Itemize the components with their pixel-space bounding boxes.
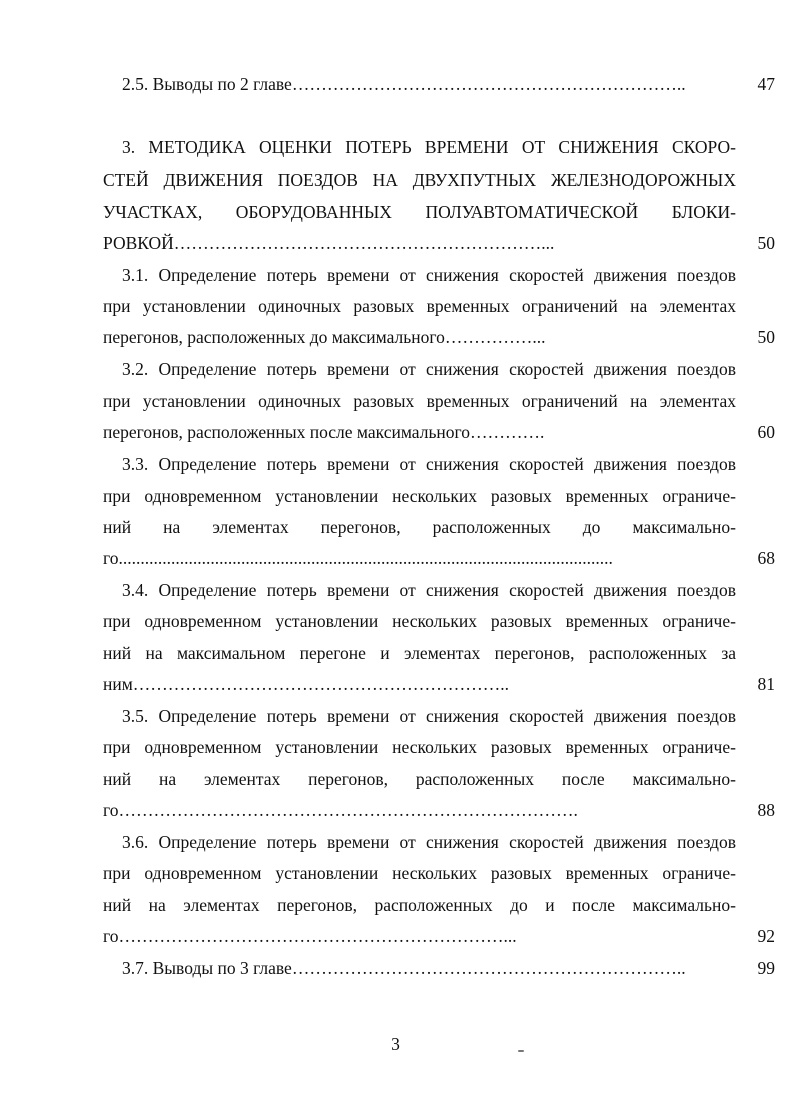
toc-word: Определение: [158, 265, 257, 285]
toc-chapter-line: [103, 200, 736, 224]
toc-word: 3.: [122, 137, 136, 157]
scan-artifact: [518, 1050, 524, 1052]
toc-word: ПОТЕРЬ: [345, 137, 412, 157]
toc-word: Определение: [158, 580, 257, 600]
toc-entry-line: [122, 357, 736, 381]
toc-word: установлении: [142, 296, 246, 316]
toc-word: движения: [593, 454, 667, 474]
toc-word: ПОЛУАВТОМАТИЧЕСКОЙ: [425, 202, 639, 222]
toc-chapter-line: [122, 135, 736, 159]
toc-word: НА: [372, 170, 398, 190]
toc-word: одновременном: [144, 863, 262, 883]
toc-word: ДВУХПУТНЫХ: [412, 170, 537, 190]
toc-word: разовых: [490, 863, 552, 883]
toc-word: скоростей: [509, 359, 584, 379]
toc-word: ограниче-: [662, 737, 736, 757]
toc-word: времени: [326, 265, 390, 285]
toc-word: ний: [103, 895, 132, 915]
toc-entry-line: [103, 641, 736, 665]
toc-entry-2-5[interactable]: [0, 72, 791, 96]
toc-word: МЕТОДИКА: [148, 137, 246, 157]
toc-word: на: [630, 391, 648, 411]
toc-word: снижения: [425, 706, 499, 726]
toc-word: элементах: [659, 296, 736, 316]
toc-word: ний: [103, 643, 132, 663]
toc-word: разовых: [490, 486, 552, 506]
toc-word: ОТ: [521, 137, 546, 157]
toc-word: движения: [593, 832, 667, 852]
toc-entry-line: [122, 452, 736, 476]
toc-word: ДВИЖЕНИЯ: [163, 170, 264, 190]
toc-word: движения: [593, 706, 667, 726]
toc-page-number: 47: [757, 74, 775, 94]
toc-entry-line: перегонов, расположенных после максимального………….: [103, 422, 545, 442]
toc-word: потерь: [266, 265, 317, 285]
toc-word: 3.2.: [122, 359, 149, 379]
toc-chapter-line: РОВКОЙ………………………………………………………...: [103, 233, 555, 253]
toc-word: движения: [593, 580, 667, 600]
toc-word: Определение: [158, 454, 257, 474]
toc-word: поездов: [677, 265, 736, 285]
toc-entry-line: [122, 578, 736, 602]
toc-word: при: [103, 611, 131, 631]
toc-word: ЖЕЛЕЗНОДОРОЖНЫХ: [550, 170, 736, 190]
toc-word: от: [399, 359, 416, 379]
toc-word: максимально-: [632, 895, 736, 915]
toc-word: времени: [326, 706, 390, 726]
toc-entry-line: [103, 484, 736, 508]
toc-word: снижения: [425, 265, 499, 285]
toc-word: от: [399, 706, 416, 726]
toc-word: нескольких: [392, 863, 477, 883]
toc-word: разовых: [353, 391, 415, 411]
toc-word: ограничений: [521, 296, 618, 316]
toc-word: потерь: [266, 580, 317, 600]
toc-word: 3.1.: [122, 265, 149, 285]
toc-word: ПОЕЗДОВ: [277, 170, 358, 190]
toc-word: временных: [565, 486, 649, 506]
toc-word: снижения: [425, 454, 499, 474]
toc-entry-line: го.................................................................................................................: [103, 548, 613, 568]
toc-word: после: [561, 769, 605, 789]
toc-word: скоростей: [509, 454, 584, 474]
toc-word: при: [103, 486, 131, 506]
toc-word: снижения: [425, 580, 499, 600]
toc-word: за: [721, 643, 736, 663]
toc-page-number: 99: [757, 958, 775, 978]
toc-word: Определение: [158, 706, 257, 726]
toc-word: времени: [326, 580, 390, 600]
toc-word: скоростей: [509, 580, 584, 600]
toc-word: одновременном: [144, 737, 262, 757]
toc-word: ОБОРУДОВАННЫХ: [235, 202, 392, 222]
toc-page-number: 92: [757, 926, 775, 946]
toc-entry-line: го…………………………………………………………...: [103, 926, 517, 946]
toc-word: ОЦЕНКИ: [259, 137, 332, 157]
toc-entry-line: го…………………………………………………………………….: [103, 800, 578, 820]
toc-word: СНИЖЕНИЯ: [558, 137, 659, 157]
toc-word: Определение: [158, 832, 257, 852]
toc-word: 3.4.: [122, 580, 149, 600]
toc-word: максимально-: [632, 769, 736, 789]
toc-word: временных: [565, 737, 649, 757]
toc-word: максимально-: [632, 517, 736, 537]
toc-word: временных: [565, 611, 649, 631]
toc-word: ограничений: [521, 391, 618, 411]
toc-chapter-line: [103, 168, 736, 192]
toc-word: времени: [326, 359, 390, 379]
toc-word: потерь: [266, 706, 317, 726]
toc-word: от: [399, 265, 416, 285]
toc-word: нескольких: [392, 486, 477, 506]
toc-word: скоростей: [509, 706, 584, 726]
toc-word: 3.6.: [122, 832, 149, 852]
toc-word: установлении: [275, 737, 379, 757]
toc-word: ограниче-: [662, 611, 736, 631]
toc-word: СКОРО-: [671, 137, 736, 157]
toc-word: ограниче-: [662, 863, 736, 883]
toc-entry-line: [122, 263, 736, 287]
toc-word: поездов: [677, 706, 736, 726]
toc-word: движения: [593, 359, 667, 379]
toc-page-number: 50: [757, 327, 775, 347]
toc-word: БЛОКИ-: [671, 202, 736, 222]
toc-entry-line: [103, 893, 736, 917]
toc-word: потерь: [266, 832, 317, 852]
toc-entry-line: [103, 767, 736, 791]
toc-word: одиночных: [258, 296, 342, 316]
toc-word: поездов: [677, 832, 736, 852]
toc-word: Определение: [158, 359, 257, 379]
toc-word: потерь: [266, 359, 317, 379]
toc-word: ограниче-: [662, 486, 736, 506]
toc-word: на: [163, 517, 181, 537]
toc-word: ний: [103, 769, 132, 789]
toc-word: временных: [426, 391, 510, 411]
toc-entry-line: [103, 609, 736, 633]
toc-word: перегонов,: [320, 517, 401, 537]
toc-word: разовых: [490, 611, 552, 631]
toc-word: на: [145, 643, 163, 663]
toc-word: элементах: [203, 769, 281, 789]
toc-word: поездов: [677, 580, 736, 600]
toc-word: элементах: [183, 895, 260, 915]
toc-word: 3.5.: [122, 706, 149, 726]
toc-entry-line: [103, 735, 736, 759]
toc-word: движения: [593, 265, 667, 285]
toc-word: нескольких: [392, 611, 477, 631]
page-number: 3: [391, 1034, 400, 1054]
toc-word: потерь: [266, 454, 317, 474]
toc-word: и: [545, 895, 555, 915]
toc-word: скоростей: [509, 832, 584, 852]
toc-word: 3.3.: [122, 454, 149, 474]
toc-entry-line: [103, 294, 736, 318]
toc-word: снижения: [425, 832, 499, 852]
toc-word: установлении: [275, 486, 379, 506]
toc-word: при: [103, 296, 131, 316]
toc-word: скоростей: [509, 265, 584, 285]
toc-word: расположенных: [432, 517, 551, 537]
toc-word: на: [158, 769, 177, 789]
toc-word: от: [399, 454, 416, 474]
toc-word: при: [103, 391, 131, 411]
toc-word: перегоне: [299, 643, 366, 663]
toc-word: при: [103, 863, 131, 883]
toc-word: от: [399, 832, 416, 852]
toc-entry-line: ним………………………………………………………..: [103, 674, 510, 694]
toc-word: расположенных: [415, 769, 534, 789]
toc-word: и: [380, 643, 390, 663]
toc-word: УЧАСТКАХ,: [103, 202, 203, 222]
toc-page-number: 60: [757, 422, 775, 442]
toc-entry-line: перегонов, расположенных до максимального……………...: [103, 327, 546, 347]
toc-page-number: 50: [757, 233, 775, 253]
toc-page-number: 81: [757, 674, 775, 694]
toc-word: элементах: [212, 517, 289, 537]
toc-word: перегонов,: [277, 895, 357, 915]
toc-word: установлении: [275, 611, 379, 631]
toc-word: элементах: [659, 391, 736, 411]
toc-word: одновременном: [144, 611, 262, 631]
toc-word: поездов: [677, 454, 736, 474]
toc-word: поездов: [677, 359, 736, 379]
toc-word: от: [399, 580, 416, 600]
toc-word: установлении: [275, 863, 379, 883]
toc-word: временных: [565, 863, 649, 883]
toc-page-number: 68: [757, 548, 775, 568]
toc-word: до: [582, 517, 601, 537]
toc-word: нескольких: [392, 737, 477, 757]
toc-word: элементах: [404, 643, 481, 663]
toc-entry-line: [122, 704, 736, 728]
toc-entry-line: [122, 830, 736, 854]
toc-word: перегонов,: [494, 643, 575, 663]
toc-word: расположенных: [374, 895, 493, 915]
toc-word: одиночных: [258, 391, 342, 411]
toc-word: временных: [426, 296, 510, 316]
toc-entry-title: 2.5. Выводы по 2 главе…………………………………………………………..: [122, 74, 686, 94]
toc-word: времени: [326, 454, 390, 474]
toc-word: разовых: [353, 296, 415, 316]
toc-word: снижения: [425, 359, 499, 379]
toc-word: после: [572, 895, 615, 915]
toc-word: СТЕЙ: [103, 170, 149, 190]
toc-entry-title: 3.7. Выводы по 3 главе…………………………………………………………..: [122, 958, 686, 978]
toc-word: ний: [103, 517, 132, 537]
toc-word: разовых: [490, 737, 552, 757]
toc-page-number: 88: [757, 800, 775, 820]
toc-word: установлении: [142, 391, 246, 411]
toc-word: ВРЕМЕНИ: [424, 137, 509, 157]
toc-word: перегонов,: [308, 769, 389, 789]
toc-word: расположенных: [588, 643, 707, 663]
toc-word: времени: [326, 832, 390, 852]
toc-word: при: [103, 737, 131, 757]
toc-entry-3-7[interactable]: [0, 956, 791, 980]
toc-word: максимальном: [176, 643, 286, 663]
toc-entry-line: [103, 389, 736, 413]
toc-word: на: [630, 296, 648, 316]
toc-entry-line: [103, 861, 736, 885]
toc-entry-line: [103, 515, 736, 539]
toc-word: на: [148, 895, 166, 915]
toc-word: до: [510, 895, 528, 915]
toc-word: одновременном: [144, 486, 262, 506]
